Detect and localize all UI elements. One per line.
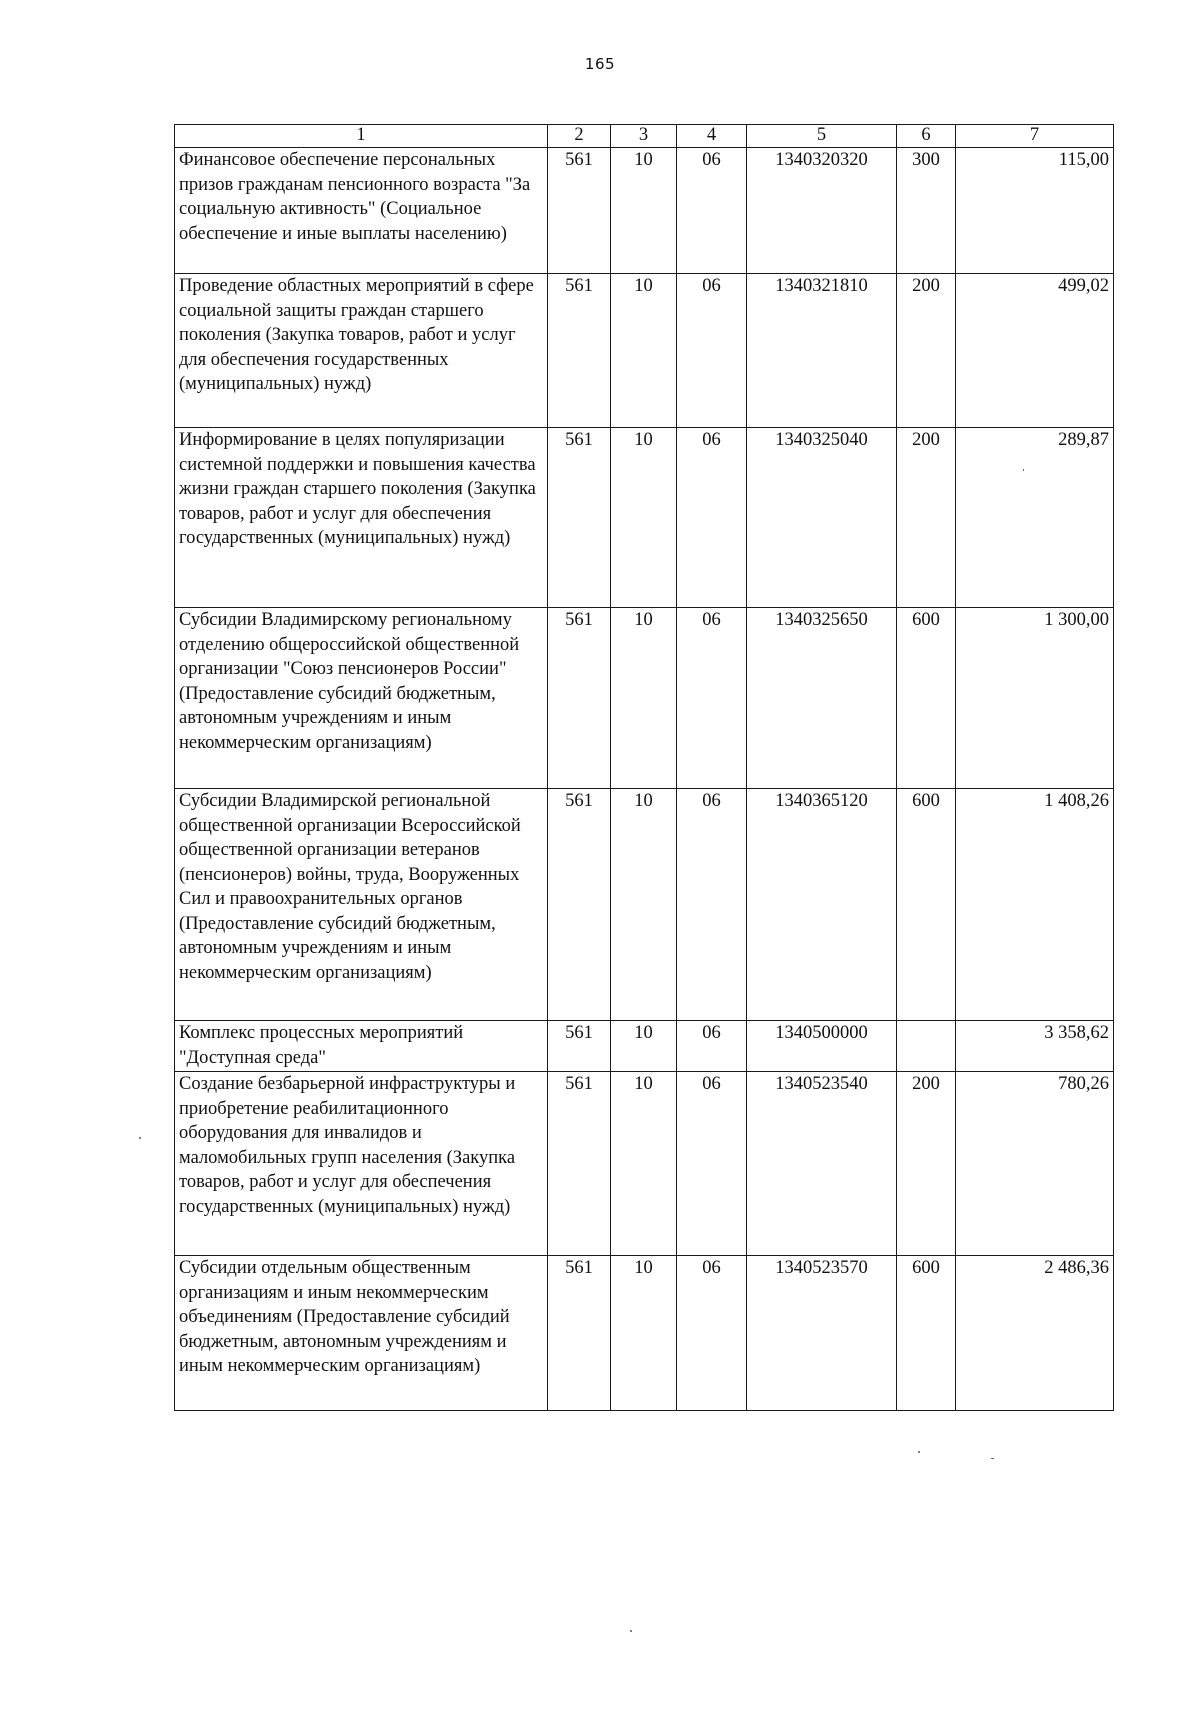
cell-value: 561 [548, 148, 611, 274]
cell-value: 300 [897, 148, 956, 274]
cell-amount: 1 408,26 [956, 789, 1114, 1021]
cell-value: 561 [548, 789, 611, 1021]
cell-value: 561 [548, 274, 611, 428]
table-row [175, 1072, 1114, 1256]
scan-speck [1023, 469, 1024, 471]
cell-value: 561 [548, 1256, 611, 1411]
cell-value: 10 [611, 608, 677, 789]
column-header: 3 [611, 125, 677, 148]
cell-value: 561 [548, 1072, 611, 1256]
row-name: Субсидии Владимирскому региональному отделению общероссийской общественной организации "Союз пенсионеров России" (Предоставление субсидий бюджетным, автономным учреждениям и иным некоммерческим организациям) [175, 608, 548, 789]
cell-value: 06 [677, 428, 747, 608]
cell-value: 06 [677, 274, 747, 428]
page-number: 165 [584, 55, 616, 73]
scan-speck [139, 1137, 141, 1139]
cell-amount: 289,87 [956, 428, 1114, 608]
scan-speck [918, 1451, 920, 1453]
cell-value: 06 [677, 1072, 747, 1256]
column-header: 2 [548, 125, 611, 148]
cell-amount: 115,00 [956, 148, 1114, 274]
cell-value: 600 [897, 608, 956, 789]
cell-value: 10 [611, 1256, 677, 1411]
cell-value: 600 [897, 789, 956, 1021]
cell-value: 561 [548, 428, 611, 608]
cell-value: 06 [677, 148, 747, 274]
row-name: Финансовое обеспечение персональных призов гражданам пенсионного возраста "За социальную активность" (Социальное обеспечение и иные выплаты населению) [175, 148, 548, 274]
table-row [175, 789, 1114, 1021]
column-header: 6 [897, 125, 956, 148]
table-row [175, 428, 1114, 608]
cell-value: 1340325650 [747, 608, 897, 789]
cell-value: 600 [897, 1256, 956, 1411]
cell-value: 10 [611, 789, 677, 1021]
cell-amount: 499,02 [956, 274, 1114, 428]
row-name: Создание безбарьерной инфраструктуры и приобретение реабилитационного оборудования для инвалидов и маломобильных групп населения (Закупка товаров, работ и услуг для обеспечения государственных (муниципальных) нужд) [175, 1072, 548, 1256]
cell-value: 1340321810 [747, 274, 897, 428]
cell-value: 561 [548, 1021, 611, 1072]
table-row [175, 1256, 1114, 1411]
column-header: 7 [956, 125, 1114, 148]
cell-value: 200 [897, 428, 956, 608]
column-header: 4 [677, 125, 747, 148]
cell-amount: 3 358,62 [956, 1021, 1114, 1072]
cell-value: 1340325040 [747, 428, 897, 608]
cell-value: 10 [611, 1072, 677, 1256]
cell-value: 1340500000 [747, 1021, 897, 1072]
cell-value: 1340523570 [747, 1256, 897, 1411]
cell-value: 06 [677, 608, 747, 789]
scan-speck [630, 1630, 632, 1632]
table-row [175, 148, 1114, 274]
column-header: 1 [175, 125, 548, 148]
table-row [175, 608, 1114, 789]
cell-value [897, 1021, 956, 1072]
row-name: Комплекс процессных мероприятий "Доступная среда" [175, 1021, 548, 1072]
row-name: Субсидии отдельным общественным организациям и иным некоммерческим объединениям (Предоставление субсидий бюджетным, автономным учреждениям и иным некоммерческим организациям) [175, 1256, 548, 1411]
cell-value: 10 [611, 148, 677, 274]
cell-value: 1340365120 [747, 789, 897, 1021]
cell-value: 10 [611, 428, 677, 608]
scan-speck [991, 1458, 994, 1459]
table-row [175, 1021, 1114, 1072]
table-row [175, 274, 1114, 428]
budget-table [174, 124, 1114, 1411]
cell-amount: 2 486,36 [956, 1256, 1114, 1411]
cell-value: 06 [677, 1256, 747, 1411]
cell-value: 06 [677, 789, 747, 1021]
cell-value: 1340523540 [747, 1072, 897, 1256]
cell-value: 10 [611, 274, 677, 428]
cell-value: 1340320320 [747, 148, 897, 274]
cell-amount: 1 300,00 [956, 608, 1114, 789]
cell-amount: 780,26 [956, 1072, 1114, 1256]
row-name: Субсидии Владимирской региональной общественной организации Всероссийской общественной организации ветеранов (пенсионеров) войны, труда, Вооруженных Сил и правоохранительных органов (Предоставление субсидий бюджетным, автономным учреждениям и иным некоммерческим организациям) [175, 789, 548, 1021]
column-header: 5 [747, 125, 897, 148]
row-name: Информирование в целях популяризации системной поддержки и повышения качества жизни граждан старшего поколения (Закупка товаров, работ и услуг для обеспечения государственных (муниципальных) нужд) [175, 428, 548, 608]
cell-value: 200 [897, 1072, 956, 1256]
table-header-row [175, 125, 1114, 148]
row-name: Проведение областных мероприятий в сфере социальной защиты граждан старшего поколения (Закупка товаров, работ и услуг для обеспечения государственных (муниципальных) нужд) [175, 274, 548, 428]
cell-value: 10 [611, 1021, 677, 1072]
cell-value: 06 [677, 1021, 747, 1072]
cell-value: 561 [548, 608, 611, 789]
cell-value: 200 [897, 274, 956, 428]
